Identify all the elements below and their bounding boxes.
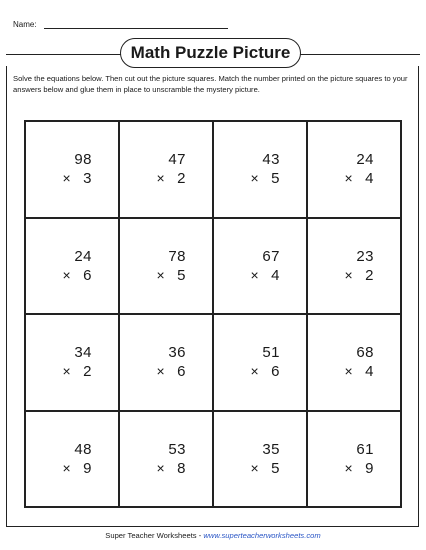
- problem-cell: [213, 411, 307, 508]
- times-sign: ×: [156, 363, 166, 379]
- name-label: Name:: [13, 20, 37, 29]
- multiplier-row: [344, 362, 374, 381]
- times-sign: ×: [250, 459, 260, 476]
- times-sign: ×: [344, 459, 354, 476]
- multiplication-problem: [250, 440, 280, 478]
- multiplier: 5: [177, 266, 186, 284]
- multiplier: 6: [83, 266, 92, 284]
- multiplier: 4: [271, 266, 280, 284]
- times-sign: ×: [62, 170, 72, 186]
- problem-cell: [25, 218, 119, 315]
- multiplier: 6: [177, 363, 186, 380]
- footer: [0, 531, 426, 540]
- multiplier-row: [62, 266, 92, 285]
- problem-cell: [213, 314, 307, 411]
- multiplication-problem: [62, 343, 92, 381]
- times-sign: ×: [156, 170, 166, 186]
- problem-cell: [119, 218, 213, 315]
- multiplier: 4: [365, 170, 374, 187]
- multiplicand: 78: [168, 247, 186, 265]
- multiplier-row: [344, 169, 374, 188]
- footer-separator: -: [196, 531, 204, 540]
- multiplication-problem: [250, 343, 280, 381]
- multiplication-problem: [62, 440, 92, 478]
- multiplicand: 34: [74, 344, 92, 361]
- multiplicand: 53: [168, 440, 186, 458]
- times-sign: ×: [250, 363, 260, 379]
- multiplicand: 98: [74, 151, 92, 168]
- times-sign: ×: [62, 363, 72, 379]
- multiplier-row: [344, 459, 374, 478]
- footer-link[interactable]: www.superteacherworksheets.com: [203, 531, 321, 540]
- multiplier-row: [156, 362, 186, 381]
- page-title: Math Puzzle Picture: [120, 38, 301, 68]
- problem-cell: [25, 314, 119, 411]
- multiplier-row: [156, 266, 186, 285]
- multiplier: 3: [83, 170, 92, 187]
- multiplier: 2: [365, 266, 374, 284]
- times-sign: ×: [250, 170, 260, 186]
- times-sign: ×: [344, 266, 354, 283]
- problem-cell: [213, 218, 307, 315]
- times-sign: ×: [344, 170, 354, 186]
- multiplicand: 43: [262, 151, 280, 168]
- multiplication-problem: [62, 247, 92, 285]
- multiplier: 8: [177, 459, 186, 477]
- problem-cell: [119, 411, 213, 508]
- problem-cell: [213, 121, 307, 218]
- problem-cell: [119, 314, 213, 411]
- problem-cell: [307, 314, 401, 411]
- multiplication-problem: [344, 150, 374, 188]
- footer-brand: Super Teacher Worksheets: [105, 531, 197, 540]
- multiplicand: 47: [168, 151, 186, 168]
- times-sign: ×: [156, 459, 166, 476]
- multiplier: 5: [271, 170, 280, 187]
- multiplier: 9: [83, 459, 92, 477]
- multiplier-row: [250, 169, 280, 188]
- problem-cell: [119, 121, 213, 218]
- multiplicand: 51: [262, 344, 280, 361]
- multiplier-row: [344, 266, 374, 285]
- times-sign: ×: [62, 266, 72, 283]
- problem-grid: [24, 120, 402, 508]
- multiplicand: 23: [356, 247, 374, 265]
- multiplier: 9: [365, 459, 374, 477]
- multiplier-row: [62, 362, 92, 381]
- multiplier: 6: [271, 363, 280, 380]
- problem-cell: [307, 411, 401, 508]
- multiplier-row: [156, 169, 186, 188]
- multiplication-problem: [156, 440, 186, 478]
- multiplier-row: [62, 459, 92, 478]
- problem-cell: [25, 121, 119, 218]
- multiplication-problem: [62, 150, 92, 188]
- multiplier-row: [156, 459, 186, 478]
- multiplier-row: [62, 169, 92, 188]
- multiplicand: 24: [74, 247, 92, 265]
- multiplication-problem: [344, 247, 374, 285]
- multiplicand: 24: [356, 151, 374, 168]
- multiplication-problem: [250, 247, 280, 285]
- multiplicand: 68: [356, 344, 374, 361]
- multiplication-problem: [250, 150, 280, 188]
- multiplier: 4: [365, 363, 374, 380]
- multiplier: 5: [271, 459, 280, 477]
- times-sign: ×: [344, 363, 354, 379]
- problem-cell: [307, 218, 401, 315]
- multiplier-row: [250, 266, 280, 285]
- multiplicand: 36: [168, 344, 186, 361]
- multiplier-row: [250, 459, 280, 478]
- multiplication-problem: [344, 343, 374, 381]
- multiplication-problem: [156, 247, 186, 285]
- multiplier: 2: [177, 170, 186, 187]
- times-sign: ×: [156, 266, 166, 283]
- problem-cell: [25, 411, 119, 508]
- name-line: [44, 28, 228, 29]
- instructions: Solve the equations below. Then cut out the picture squares. Match the number printed on the picture squares to your answers below and glue them in place to unscramble the mystery picture.: [13, 74, 408, 94]
- multiplier: 2: [83, 363, 92, 380]
- multiplicand: 48: [74, 440, 92, 458]
- problem-cell: [307, 121, 401, 218]
- multiplication-problem: [156, 150, 186, 188]
- multiplicand: 35: [262, 440, 280, 458]
- multiplier-row: [250, 362, 280, 381]
- multiplicand: 67: [262, 247, 280, 265]
- times-sign: ×: [250, 266, 260, 283]
- multiplication-problem: [344, 440, 374, 478]
- multiplicand: 61: [356, 440, 374, 458]
- times-sign: ×: [62, 459, 72, 476]
- multiplication-problem: [156, 343, 186, 381]
